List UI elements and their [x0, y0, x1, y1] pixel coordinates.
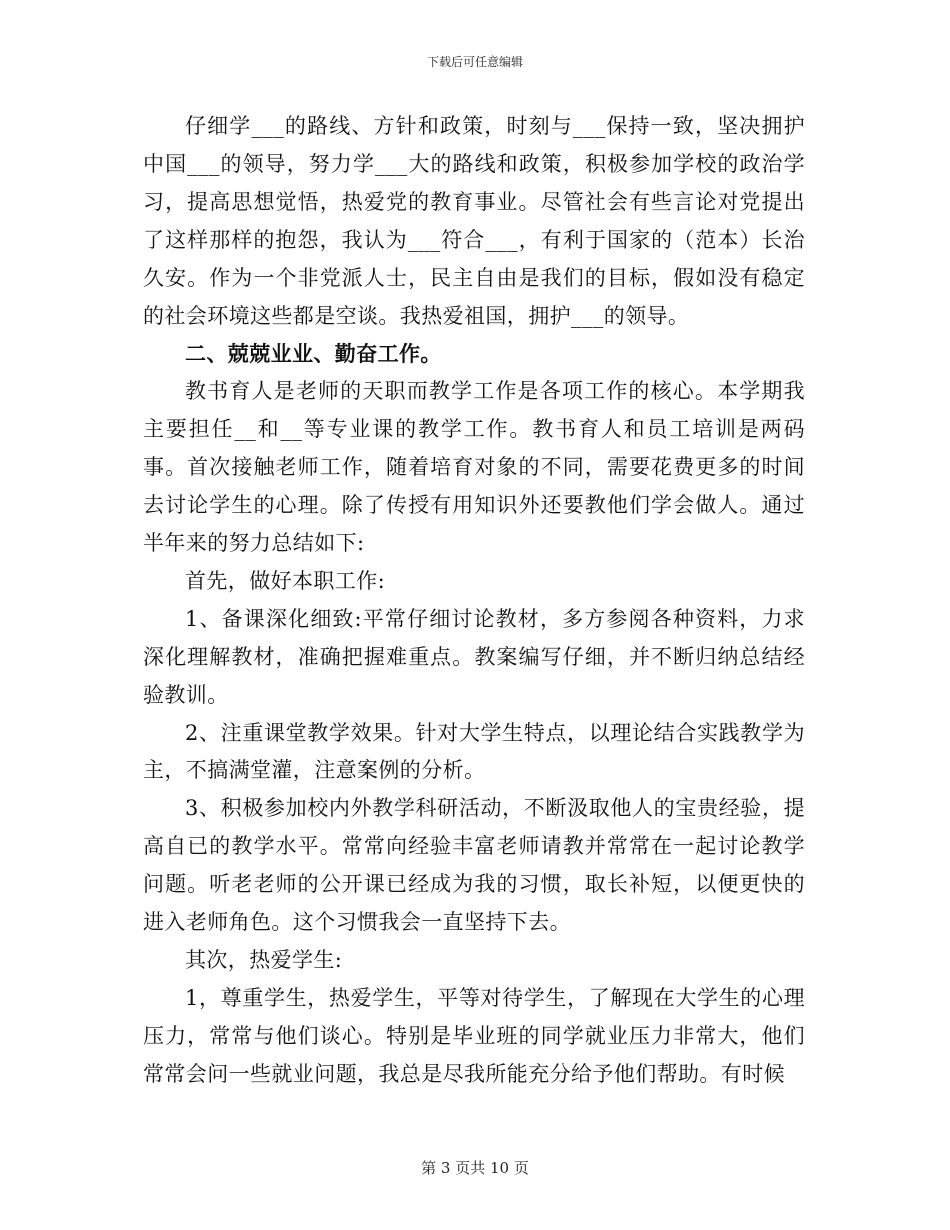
- document-body: [143, 108, 805, 1094]
- list-item-research-activities: 3、积极参加校内外教学科研活动，不断汲取他人的宝贵经验，提高自已的教学水平。常常向经验丰富老师请教并常常在一起讨论教学问题。听老老师的公开课已经成为我的习惯，取长补短，以便更快的进入老师角色。这个习惯我会一直坚持下去。: [143, 796, 805, 935]
- paragraph-teaching-core: 教书育人是老师的天职而教学工作是各项工作的核心。本学期我主要担任__和__等专业课的教学工作。教书育人和员工培训是两码事。首次接触老师工作，随着培育对象的不同，需要花费更多的时间去讨论学生的心理。除了传授有用知识外还要教他们学会做人。通过半年来的努力总结如下:: [143, 379, 805, 555]
- page-footer: 第 3 页共 10 页: [421, 1159, 529, 1177]
- list-item-classroom-effect: 2、注重课堂教学效果。针对大学生特点，以理论结合实践教学为主，不搞满堂灌，注意案例的分析。: [143, 720, 805, 783]
- list-item-respect-students: 1，尊重学生，热爱学生，平等对待学生，了解现在大学生的心理压力，常常与他们谈心。特别是毕业班的同学就业压力非常大，他们常常会问一些就业问题，我总是尽我所能充分给予他们帮助。有时候: [143, 985, 805, 1086]
- paragraph-love-students: 其次，热爱学生:: [185, 947, 343, 972]
- page-header: 下载后可任意编辑: [426, 55, 523, 69]
- paragraph-first-duty: 首先，做好本职工作:: [185, 568, 386, 593]
- section-heading-work: 二、兢兢业业、勤奋工作。: [185, 341, 442, 367]
- list-item-lesson-prep: 1、备课深化细致:平常仔细讨论教材，多方参阅各种资料，力求深化理解教材，准确把握难重点。教案编写仔细，并不断归纳总结经验教训。: [143, 606, 805, 707]
- paragraph-political-study: 仔细学___的路线、方针和政策，时刻与___保持一致，坚决拥护中国___的领导，努力学___大的路线和政策，积极参加学校的政治学习，提高思想觉悟，热爱党的教育事业。尽管社会有些言论对党提出了这样那样的抱怨，我认为___符合___，有利于国家的（范本）长治久安。作为一个非党派人士，民主自由是我们的目标，假如没有稳定的社会环境这些都是空谈。我热爱祖国，拥护___的领导。: [143, 114, 805, 328]
